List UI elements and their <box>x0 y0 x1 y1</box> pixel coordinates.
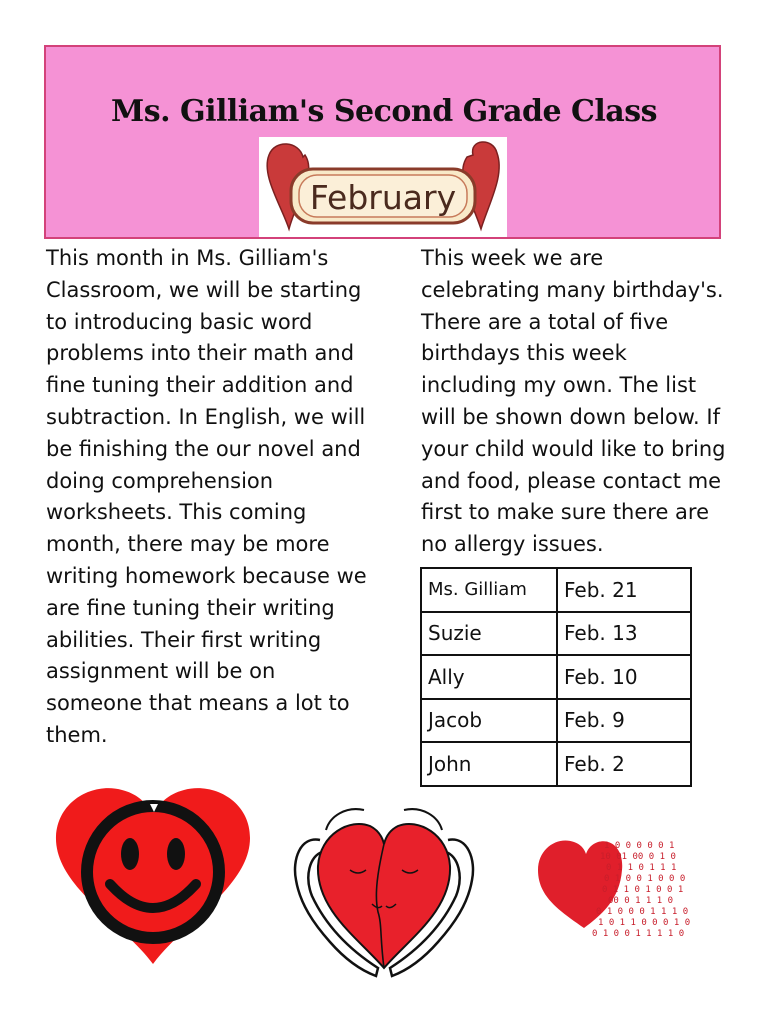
birthday-name: Ms. Gilliam <box>421 568 557 612</box>
birthday-name: John <box>421 742 557 786</box>
february-banner <box>259 137 507 237</box>
birthday-announcement-text: This week we are celebrating many birthday's. There are a total of five birthdays this week including my own. The list will be shown down below. If your child would like to bring and food, please contact me first to make sure there are no allergy issues. <box>421 246 726 557</box>
smiley-face-icon <box>87 806 219 938</box>
birthday-date: Feb. 2 <box>557 742 691 786</box>
birthday-name: Ally <box>421 655 557 699</box>
table-row <box>421 612 691 656</box>
svg-text:00 0 1 1 1 0: 00 0 1 1 1 0 <box>608 896 674 906</box>
birthday-table <box>420 567 692 787</box>
classroom-update-text: This month in Ms. Gilliam's Classroom, we will be starting to introducing basic word problems into their math and fine tuning their addition and subtraction. In English, we will be finishing the our novel and doing comprehension worksheets. This coming month, there may be more writing homework because we are fine tuning their writing abilities. Their first writing assignment will be on someone that means a lot to them. <box>46 246 367 747</box>
birthday-name: Jacob <box>421 699 557 743</box>
smiley-heart-image <box>52 782 254 968</box>
birthday-date: Feb. 10 <box>557 655 691 699</box>
svg-text:0 1 1 0 1 0 0 1: 0 1 1 0 1 0 0 1 <box>602 885 684 895</box>
svg-text:0 1 1 0 1 1 1: 0 1 1 0 1 1 1 <box>606 863 677 873</box>
svg-text:1 0 1 1 0 0 0 1 0: 1 0 1 1 0 0 0 1 0 <box>598 918 691 928</box>
birthday-date: Feb. 21 <box>557 568 691 612</box>
table-row <box>421 699 691 743</box>
binary-heart-image <box>488 826 710 940</box>
banner-text: February <box>309 178 457 217</box>
table-row <box>421 742 691 786</box>
birthday-name: Suzie <box>421 612 557 656</box>
birthday-date: Feb. 9 <box>557 699 691 743</box>
binary-digits <box>592 841 690 939</box>
svg-text:10 01 00 0 1 0: 10 01 00 0 1 0 <box>600 852 676 862</box>
table-row <box>421 655 691 699</box>
table-row <box>421 568 691 612</box>
svg-text:0 1 0 0 0 1 1 1 0: 0 1 0 0 0 1 1 1 0 <box>596 907 689 917</box>
hands-heart-image <box>290 800 478 980</box>
svg-text:1 0 0 0 0 0 1: 1 0 0 0 0 0 1 <box>604 841 675 851</box>
birthday-date: Feb. 13 <box>557 612 691 656</box>
svg-text:0 1 0 0 1 1 1 1 0: 0 1 0 0 1 1 1 1 0 <box>592 929 685 939</box>
svg-text:0 1 0 0 1 0 0 0: 0 1 0 0 1 0 0 0 <box>604 874 686 884</box>
page-title: Ms. Gilliam's Second Grade Class <box>110 94 658 129</box>
